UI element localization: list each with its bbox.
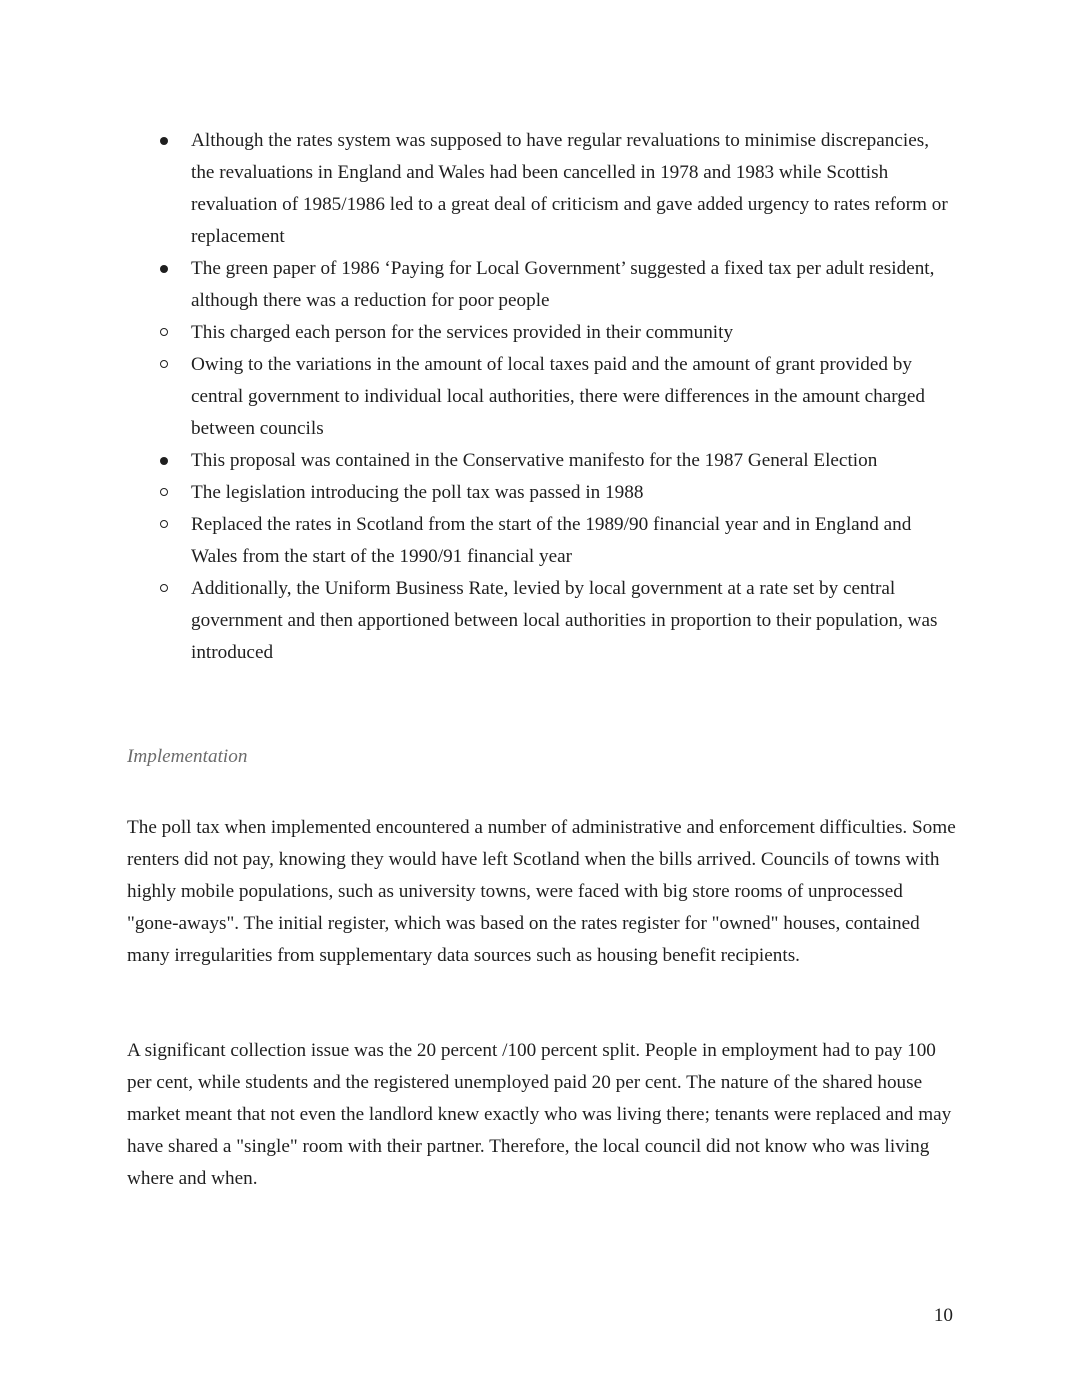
filled-bullet-icon bbox=[160, 457, 168, 465]
paragraph: A significant collection issue was the 20 percent /100 percent split. People in employment had to pay 100 per cent, while students and the registered unemployed paid 20 per cent. The nature of the shared house market meant that not even the landlord knew exactly who was living there; tenants were replaced and may have shared a "single" room with their partner. Therefore, the local council did not know who was living where and when. bbox=[127, 1040, 952, 1189]
sub-bullet-item bbox=[127, 317, 957, 349]
sub-bullet-text: This charged each person for the services provided in their community bbox=[191, 322, 734, 343]
bullet-list-section bbox=[127, 125, 957, 669]
bullet-item bbox=[127, 253, 957, 445]
hollow-bullet-icon bbox=[160, 520, 168, 528]
hollow-bullet-icon bbox=[160, 584, 168, 592]
hollow-bullet-icon bbox=[160, 488, 168, 496]
paragraph: The poll tax when implemented encountered a number of administrative and enforcement difficulties. Some renters did not pay, knowing they would have left Scotland when the bills arrived. Councils of towns with highly mobile populations, such as university towns, were faced with big store rooms of unprocessed "gone-aways". The initial register, which was based on the rates register for "owned" houses, contained many irregularities from supplementary data sources such as housing benefit recipients. bbox=[127, 817, 956, 966]
sub-bullet-text: The legislation introducing the poll tax was passed in 1988 bbox=[191, 482, 644, 503]
sub-bullet-list bbox=[127, 477, 957, 669]
bullet-text: The green paper of 1986 ‘Paying for Local Government’ suggested a fixed tax per adult resident, although there was a reduction for poor people bbox=[191, 258, 935, 311]
sub-bullet-text: Owing to the variations in the amount of local taxes paid and the amount of grant provided by central government to individual local authorities, there were differences in the amount charged between councils bbox=[191, 354, 926, 439]
sub-bullet-text: Additionally, the Uniform Business Rate, levied by local government at a rate set by central government and then apportioned between local authorities in proportion to their population, was introduced bbox=[191, 578, 938, 663]
sub-bullet-item bbox=[127, 573, 957, 669]
sub-bullet-list bbox=[127, 317, 957, 445]
section-heading: Implementation bbox=[127, 746, 248, 767]
filled-bullet-icon bbox=[160, 265, 168, 273]
hollow-bullet-icon bbox=[160, 328, 168, 336]
bullet-item bbox=[127, 125, 957, 253]
bullet-text: Although the rates system was supposed to have regular revaluations to minimise discrepancies, the revaluations in England and Wales had been cancelled in 1978 and 1983 while Scottish revaluation of 1985/1986 led to a great deal of criticism and gave added urgency to rates reform or replacement bbox=[191, 130, 948, 247]
sub-bullet-item bbox=[127, 349, 957, 445]
bullet-text: This proposal was contained in the Conservative manifesto for the 1987 General Election bbox=[191, 450, 878, 471]
hollow-bullet-icon bbox=[160, 360, 168, 368]
bullet-item bbox=[127, 445, 957, 669]
sub-bullet-item bbox=[127, 477, 957, 509]
filled-bullet-icon bbox=[160, 137, 168, 145]
page-number: 10 bbox=[933, 1305, 953, 1326]
bullet-list bbox=[127, 125, 957, 669]
sub-bullet-text: Replaced the rates in Scotland from the start of the 1989/90 financial year and in England and Wales from the start of the 1990/91 financial year bbox=[191, 514, 912, 567]
sub-bullet-item bbox=[127, 509, 957, 573]
